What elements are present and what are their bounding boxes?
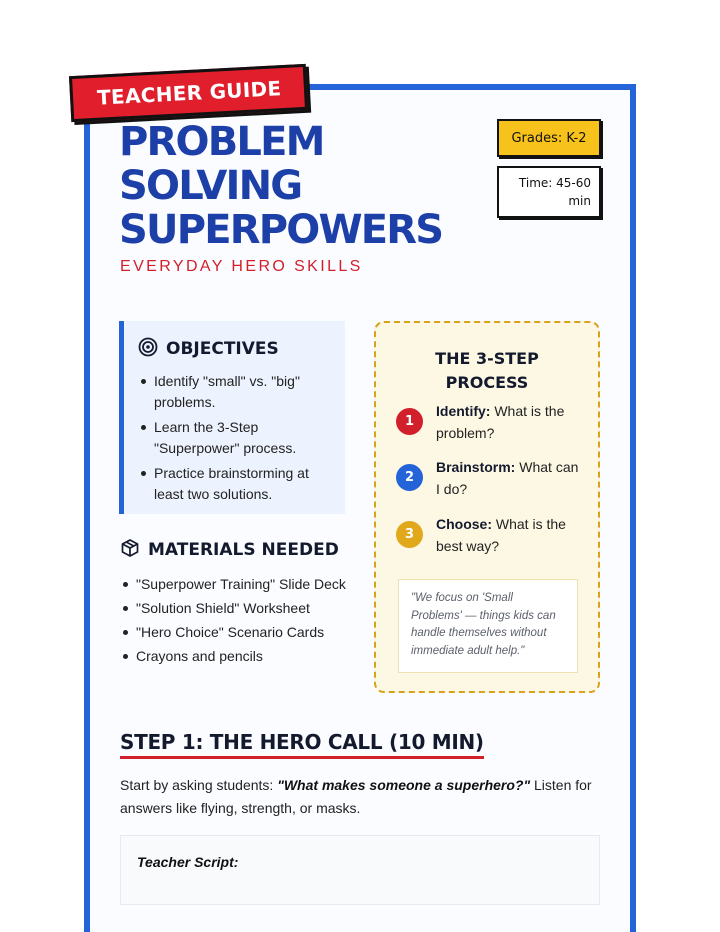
objectives-heading: OBJECTIVES — [166, 339, 279, 359]
time-label: Time: 45-60 — [518, 176, 591, 190]
list-item: "Solution Shield" Worksheet — [120, 598, 360, 619]
process-heading-line: PROCESS — [445, 373, 529, 392]
step-text — [436, 513, 586, 557]
tag-label: TEACHER GUIDE — [96, 76, 283, 110]
step-description: What is the best way? — [436, 516, 566, 554]
step-text — [436, 400, 586, 444]
time-unit: min — [568, 194, 591, 208]
teacher-script-box — [120, 835, 600, 905]
materials-heading: MATERIALS NEEDED — [148, 540, 339, 560]
title-line: SUPERPOWERS — [119, 207, 443, 253]
step-description: What is the problem? — [436, 403, 565, 441]
process-heading — [396, 347, 578, 395]
process-step — [396, 513, 586, 557]
intro-text: Start by asking students: — [120, 777, 278, 793]
target-icon — [138, 337, 158, 361]
script-label: Teacher Script: — [137, 854, 239, 870]
list-item: Learn the 3-Step "Superpower" process. — [138, 417, 331, 459]
objectives-list — [138, 371, 331, 505]
step1-heading: STEP 1: THE HERO CALL (10 MIN) — [120, 730, 484, 759]
step-number-badge: 2 — [396, 464, 423, 491]
page-subtitle: EVERYDAY HERO SKILLS — [120, 258, 363, 275]
step-number-badge: 1 — [396, 408, 423, 435]
box-icon — [120, 538, 140, 562]
title-line: SOLVING — [119, 163, 302, 209]
process-step — [396, 400, 586, 444]
step-label: Identify: — [436, 403, 491, 419]
time-badge — [497, 166, 601, 218]
materials-list — [120, 574, 360, 667]
step1-intro — [120, 774, 610, 820]
list-item: Identify "small" vs. "big" problems. — [138, 371, 331, 413]
list-item: "Superpower Training" Slide Deck — [120, 574, 360, 595]
page-title — [119, 120, 442, 252]
process-step — [396, 456, 586, 500]
step-label: Brainstorm: — [436, 459, 516, 475]
intro-question: "What makes someone a superhero?" — [277, 777, 531, 793]
process-heading-line: THE 3-STEP — [435, 349, 539, 368]
materials-section — [120, 538, 360, 670]
list-item: "Hero Choice" Scenario Cards — [120, 622, 360, 643]
step-text — [436, 456, 586, 500]
process-box — [374, 321, 600, 693]
process-quote: "We focus on 'Small Problems' — things kids can handle themselves without immediate adult help." — [398, 579, 578, 673]
objectives-box — [119, 321, 345, 514]
list-item: Crayons and pencils — [120, 646, 360, 667]
step-description: What can I do? — [436, 459, 579, 497]
intro-text: Listen for answers like flying, strength, or masks. — [120, 777, 592, 816]
grades-badge: Grades: K-2 — [497, 119, 601, 157]
title-line: PROBLEM — [119, 119, 324, 165]
step-number-badge: 3 — [396, 521, 423, 548]
step-label: Choose: — [436, 516, 492, 532]
list-item: Practice brainstorming at least two solutions. — [138, 463, 331, 505]
